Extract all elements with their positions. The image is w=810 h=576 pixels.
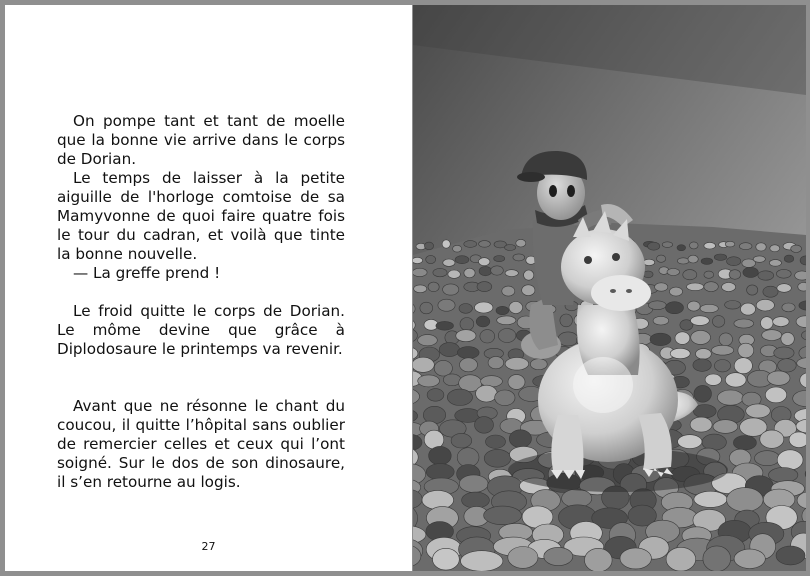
pebble — [476, 316, 490, 327]
pebble — [491, 266, 504, 275]
pebble — [442, 240, 450, 248]
paragraph-spacer — [57, 359, 345, 397]
pebble — [694, 491, 727, 507]
pebble — [666, 547, 696, 571]
paragraph-3: Le froid quitte le corps de Dorian. Le môme devine que grâce à Diplodosaure le printemps va revenir. — [57, 302, 345, 358]
pebble — [488, 356, 504, 368]
pebble — [655, 283, 668, 291]
pebble — [784, 255, 794, 262]
pebble — [741, 303, 756, 315]
pebble — [496, 306, 509, 314]
pebble — [643, 259, 654, 265]
pebble — [670, 287, 683, 296]
pebble — [795, 271, 806, 280]
pebble — [688, 255, 698, 263]
pebble — [516, 239, 526, 247]
pebble — [725, 241, 735, 247]
pebble — [798, 283, 806, 292]
pebble — [426, 464, 454, 480]
pebble — [475, 417, 494, 434]
pebble — [675, 332, 690, 345]
pebble — [719, 333, 732, 346]
pebble — [777, 450, 803, 470]
pebble — [513, 254, 525, 261]
pebble — [480, 330, 495, 343]
pebble — [508, 547, 538, 569]
pebble — [648, 242, 660, 250]
pebble — [443, 259, 455, 266]
pebble — [459, 475, 488, 493]
pebble — [717, 390, 743, 405]
pebble — [457, 347, 479, 359]
pebble — [479, 266, 492, 275]
pebble — [693, 405, 716, 418]
pebble — [702, 434, 726, 450]
pebble — [544, 547, 573, 565]
pebble — [479, 258, 490, 266]
pebble — [650, 333, 671, 345]
pebble — [560, 314, 573, 327]
pebble — [585, 548, 613, 571]
page-number: 27 — [201, 540, 216, 553]
pebble — [758, 271, 774, 280]
pebble — [756, 243, 766, 251]
pebble — [509, 430, 531, 448]
pebble — [505, 270, 518, 277]
pebble — [714, 360, 730, 372]
pebble — [439, 343, 459, 357]
pebble — [455, 256, 469, 264]
pebble — [443, 284, 459, 295]
pebble — [734, 358, 752, 374]
pebble — [620, 548, 651, 569]
pebble — [456, 330, 476, 342]
pebble — [704, 271, 714, 278]
dialogue-line: — La greffe prend ! — [73, 264, 221, 282]
pebble — [781, 332, 794, 345]
pebble — [734, 319, 754, 328]
pebble — [777, 284, 791, 293]
pebble — [459, 304, 472, 314]
pebble — [705, 374, 721, 385]
pebble — [666, 302, 684, 314]
pebble — [424, 242, 433, 250]
pebble — [696, 349, 712, 360]
pebble — [477, 282, 492, 292]
pebble — [688, 301, 701, 311]
pebble — [484, 506, 522, 525]
pebble — [756, 299, 774, 311]
pebble — [462, 492, 490, 508]
pebble — [508, 375, 525, 390]
pebble — [433, 268, 447, 276]
pebble — [727, 488, 764, 512]
pebble — [434, 360, 452, 376]
pebble — [701, 258, 713, 264]
pebble — [739, 243, 752, 250]
pebble — [670, 348, 690, 358]
pebble — [475, 302, 493, 313]
pebble — [791, 245, 802, 252]
pebble — [653, 316, 669, 325]
pebble — [436, 321, 454, 330]
paragraph-2: Le temps de laisser à la petite aiguille de l'horloge comtoise de sa Mamyvonne de quoi faire quatre fois le tour du cadran, et voilà que tinte la bonne nouvelle. — [57, 169, 345, 263]
pebble — [774, 347, 794, 359]
pebble — [509, 302, 523, 314]
pebble — [773, 317, 789, 327]
pebble — [727, 257, 741, 266]
figurine-photo — [413, 5, 806, 571]
pebble — [453, 245, 462, 252]
pebble — [497, 316, 516, 325]
pebble — [643, 271, 653, 278]
pebble — [448, 270, 460, 278]
pebble — [725, 301, 741, 310]
pebble — [762, 330, 782, 341]
pebble — [502, 286, 515, 296]
pebble — [704, 282, 718, 292]
pebble — [725, 373, 746, 387]
pebble — [522, 285, 535, 296]
pebble — [678, 435, 702, 449]
paragraph-1: On pompe tant et tant de moelle que la bonne vie arrive dans le corps de Dorian. — [57, 112, 345, 168]
text-page — [5, 5, 412, 571]
pebble — [451, 433, 472, 448]
pebble — [677, 245, 686, 251]
pebble — [713, 420, 738, 434]
pebble — [693, 359, 711, 372]
pebble — [712, 345, 734, 355]
pebble — [530, 359, 547, 370]
pebble — [755, 451, 780, 466]
pebble — [505, 358, 529, 371]
pebble — [662, 242, 672, 248]
pebble — [413, 257, 423, 263]
paragraph-4: Avant que ne résonne le chant du coucou, il quitte l’hôpital sans oublier de remercier celles et ceux qui l’ont soigné. Sur le dos de son dinosaure, il s’en retourne au logis. — [57, 397, 345, 491]
pebble — [494, 256, 505, 262]
pebble — [426, 255, 436, 263]
pebble — [691, 316, 710, 326]
pebble — [746, 404, 771, 418]
pebble — [447, 389, 472, 405]
pebble — [457, 448, 479, 467]
pebble — [418, 335, 438, 346]
pebble — [479, 241, 491, 248]
pebble — [677, 258, 689, 264]
pebble — [495, 390, 515, 406]
pebble — [763, 286, 778, 297]
pebble — [657, 255, 666, 262]
pebble — [524, 270, 534, 280]
pebble — [429, 446, 452, 465]
pebble — [714, 254, 726, 260]
pebble — [776, 546, 805, 565]
pebble — [486, 435, 506, 448]
pebble — [690, 242, 699, 249]
pebble — [733, 436, 756, 450]
pebble — [464, 241, 477, 248]
pebble — [648, 301, 666, 310]
pebble — [700, 304, 718, 312]
pebble — [413, 268, 427, 276]
pebble — [427, 389, 444, 402]
pebble — [683, 270, 697, 280]
pebble — [778, 359, 797, 372]
pebble — [765, 387, 786, 403]
pebble — [505, 245, 516, 251]
pebble — [769, 468, 798, 483]
pebble — [776, 269, 791, 278]
pebble — [438, 299, 455, 311]
pebble — [789, 432, 806, 448]
pebble — [703, 546, 731, 571]
pebble — [558, 332, 578, 346]
pebble — [691, 330, 711, 344]
pebble — [729, 270, 741, 280]
pebble — [734, 549, 765, 568]
pebble — [428, 282, 439, 292]
pebble — [443, 374, 461, 386]
pebble — [704, 242, 716, 249]
pebble — [464, 268, 475, 278]
pebble — [498, 329, 516, 343]
pebble — [461, 551, 503, 571]
pebble — [422, 490, 454, 509]
pebble — [476, 385, 498, 402]
pebble — [760, 430, 784, 448]
pebble — [414, 285, 427, 293]
story-text — [57, 112, 345, 492]
pebble — [433, 548, 460, 570]
pebble — [747, 285, 758, 295]
pebble — [761, 317, 774, 330]
pebble — [694, 385, 712, 402]
pebble — [460, 318, 474, 331]
pebble — [743, 267, 758, 277]
pebble — [420, 302, 433, 314]
pebble — [484, 449, 511, 467]
pebble — [753, 256, 765, 262]
pebble — [667, 269, 680, 276]
illustration-photo — [413, 5, 806, 571]
pebble — [460, 358, 478, 372]
pebble — [782, 303, 795, 312]
pebble — [738, 343, 754, 358]
pebble — [690, 417, 712, 432]
pebble — [769, 260, 781, 267]
pebble — [770, 245, 780, 252]
pebble — [767, 371, 790, 385]
paragraph-spacer — [57, 283, 345, 302]
pebble — [712, 316, 724, 328]
pebble — [413, 357, 434, 372]
pebble — [418, 375, 440, 387]
pebble — [722, 283, 736, 292]
pebble — [687, 283, 704, 291]
